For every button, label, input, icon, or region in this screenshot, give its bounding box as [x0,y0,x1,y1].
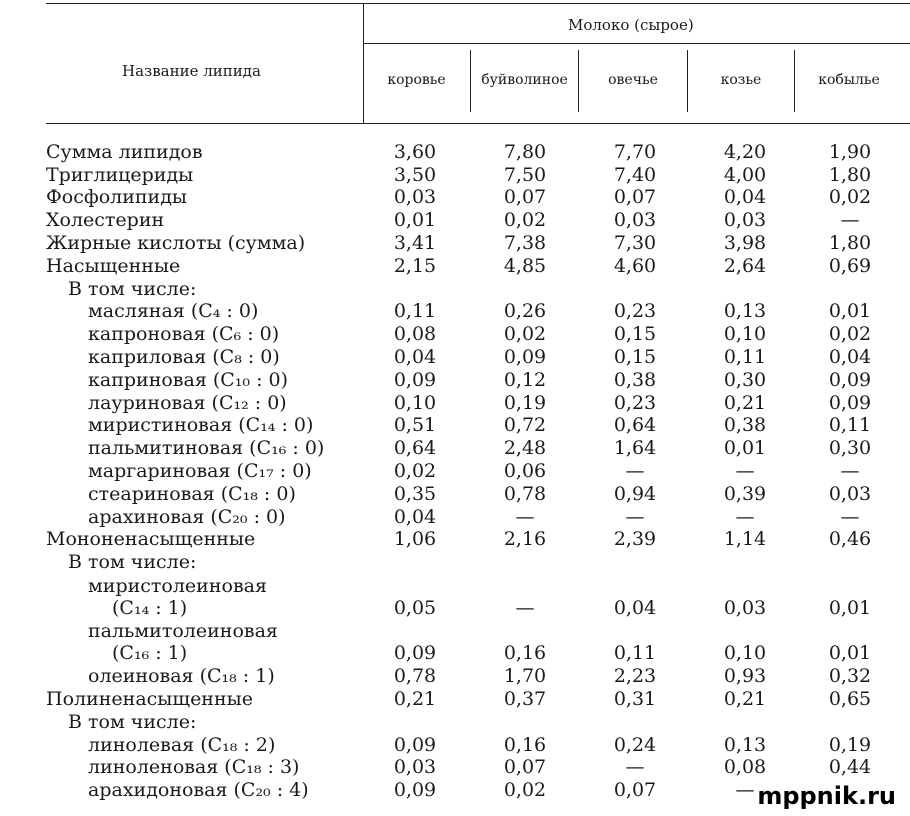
value-cell: 0,12 [503,368,547,391]
lipid-name: линолевая (C₁₈ : 2) [88,733,276,756]
value-cell: 4,20 [723,140,767,163]
value-cell: 1,80 [828,231,872,254]
milk-group-header: Молоко (сырое) [568,16,694,34]
value-cell: 0,31 [613,687,657,710]
value-cell: 0,07 [613,186,657,209]
value-cell: 4,00 [723,163,767,186]
table-row [0,505,910,528]
value-cell: 0,35 [393,482,437,505]
value-cell: 0,08 [723,756,767,779]
value-cell: 0,38 [723,414,767,437]
value-cell: 2,39 [613,528,657,551]
value-cell: 2,23 [613,665,657,688]
table-row [0,459,910,482]
table-row [0,687,910,710]
value-cell: 3,60 [393,140,437,163]
lipid-name: Полиненасыщенные [46,687,254,710]
value-cell: 0,07 [503,756,547,779]
lipid-name: В том числе: [68,710,197,733]
value-cell: 0,78 [393,665,437,688]
table-row [0,573,910,619]
value-cell: 0,09 [828,391,872,414]
lipid-name: олеиновая (C₁₈ : 1) [88,665,275,688]
value-cell: 0,04 [613,596,657,619]
value-cell: 0,01 [393,209,437,232]
lipid-name: пальмитиновая (C₁₆ : 0) [88,437,325,460]
value-cell: 7,30 [613,231,657,254]
value-cell: 0,64 [613,414,657,437]
table-row [0,733,910,756]
value-cell: — [625,756,645,779]
value-cell: 0,26 [503,300,547,323]
table-row [0,322,910,345]
value-cell: 0,03 [613,209,657,232]
table-row [0,186,910,209]
value-cell: 0,39 [723,482,767,505]
value-cell: 0,02 [503,323,547,346]
value-cell: 0,01 [828,596,872,619]
value-cell: 4,60 [613,254,657,277]
value-cell: 2,16 [503,528,547,551]
value-cell: 2,15 [393,254,437,277]
value-cell: 2,48 [503,437,547,460]
value-cell: 0,06 [503,459,547,482]
column-header-mare: кобылье [818,72,880,88]
table-row [0,528,910,551]
value-cell: — [840,459,860,482]
value-cell: 0,02 [393,459,437,482]
lipid-name: масляная (C₄ : 0) [88,300,259,323]
lipid-name: Насыщенные [46,254,181,277]
value-cell: 0,64 [393,437,437,460]
lipid-name: Жирные кислоты (сумма) [46,231,306,254]
lipid-name: В том числе: [68,277,197,300]
lipid-name: маргариновая (C₁₇ : 0) [88,459,312,482]
value-cell: 0,21 [723,687,767,710]
value-cell: 0,13 [723,300,767,323]
table-row [0,277,910,300]
lipid-name: миристолеиновая (C₁₄ : 1) [88,574,267,619]
lipid-name: пальмитолеиновая (C₁₆ : 1) [88,620,278,665]
lipid-name: Сумма липидов [46,140,203,163]
value-cell: 0,78 [503,482,547,505]
column-header-buffalo: буйволиное [481,72,568,88]
value-cell: 0,09 [828,368,872,391]
column-header-sheep: овечье [608,72,658,88]
value-cell: 0,23 [613,391,657,414]
value-cell: — [735,459,755,482]
value-cell: — [625,505,645,528]
lipid-name: стеариновая (C₁₈ : 0) [88,482,296,505]
value-cell: 0,02 [503,209,547,232]
column-header-goat: козье [720,72,762,88]
lipid-name: Фосфолипиды [46,186,188,209]
lipid-name: капроновая (C₆ : 0) [88,323,280,346]
value-cell: 7,80 [503,140,547,163]
table-row [0,756,910,779]
value-cell: 0,11 [828,414,872,437]
table-row [0,414,910,437]
value-cell: 0,15 [613,323,657,346]
table-row [0,710,910,733]
value-cell: 0,16 [503,733,547,756]
lipid-name: Мононенасыщенные [46,528,256,551]
value-cell: 0,03 [723,209,767,232]
lipid-name: линоленовая (C₁₈ : 3) [88,756,300,779]
value-cell: 1,64 [613,437,657,460]
value-cell: 0,23 [613,300,657,323]
value-cell: 0,21 [723,391,767,414]
value-cell: 0,44 [828,756,872,779]
value-cell: — [625,459,645,482]
value-cell: 0,02 [828,186,872,209]
value-cell: — [515,596,535,619]
value-cell: 0,65 [828,687,872,710]
value-cell: 2,64 [723,254,767,277]
value-cell: 0,11 [393,300,437,323]
value-cell: 1,14 [723,528,767,551]
lipid-name: В том числе: [68,551,197,574]
value-cell: — [840,505,860,528]
lipid-name: лауриновая (C₁₂ : 0) [88,391,287,414]
watermark: mppnik.ru [757,782,896,810]
value-cell: 0,19 [828,733,872,756]
value-cell: 0,02 [503,779,547,802]
table-row [0,254,910,277]
table-row [0,482,910,505]
value-cell: 0,09 [393,733,437,756]
value-cell: 0,30 [828,437,872,460]
value-cell: 0,03 [828,482,872,505]
column-divider [363,3,364,123]
lipid-name: миристиновая (C₁₄ : 0) [88,414,314,437]
value-cell: 0,03 [723,596,767,619]
value-cell: 0,46 [828,528,872,551]
table-row [0,163,910,186]
value-cell: 0,16 [503,642,547,665]
value-cell: 0,69 [828,254,872,277]
lipid-name: арахиновая (C₂₀ : 0) [88,505,286,528]
value-cell: 0,02 [828,323,872,346]
value-cell: 0,04 [393,505,437,528]
value-cell: 0,05 [393,596,437,619]
value-cell: 0,09 [393,779,437,802]
value-cell: 4,85 [503,254,547,277]
lipid-name: Холестерин [46,209,165,232]
value-cell: 0,09 [393,368,437,391]
value-cell: 0,24 [613,733,657,756]
value-cell: — [840,209,860,232]
value-cell: — [515,505,535,528]
value-cell: 1,70 [503,665,547,688]
value-cell: 7,50 [503,163,547,186]
value-cell: 3,50 [393,163,437,186]
value-cell: 0,04 [723,186,767,209]
value-cell: 0,19 [503,391,547,414]
value-cell: 3,41 [393,231,437,254]
table-row [0,300,910,323]
lipid-name: каприновая (C₁₀ : 0) [88,368,289,391]
group-rule [363,43,910,44]
value-cell: 0,11 [613,642,657,665]
table-row [0,436,910,459]
value-cell: 0,10 [723,323,767,346]
value-cell: 3,98 [723,231,767,254]
table-row [0,664,910,687]
value-cell: 0,30 [723,368,767,391]
value-cell: 0,07 [613,779,657,802]
value-cell: 0,10 [723,642,767,665]
value-cell: 0,51 [393,414,437,437]
table-row [0,391,910,414]
table-row [0,550,910,573]
value-cell: 0,04 [393,345,437,368]
value-cell: 7,38 [503,231,547,254]
value-cell: 0,72 [503,414,547,437]
value-cell: 0,94 [613,482,657,505]
table-row [0,208,910,231]
value-cell: 1,06 [393,528,437,551]
value-cell: 0,03 [393,186,437,209]
name-column-header: Название липида [122,62,261,80]
value-cell: — [735,505,755,528]
value-cell: 0,11 [723,345,767,368]
value-cell: 7,40 [613,163,657,186]
value-cell: 0,38 [613,368,657,391]
value-cell: 7,70 [613,140,657,163]
value-cell: 0,10 [393,391,437,414]
lipid-name: арахидоновая (C₂₀ : 4) [88,779,309,802]
value-cell: 1,90 [828,140,872,163]
column-header-cow: коровье [387,72,446,88]
value-cell: 0,09 [393,642,437,665]
lipid-name: Триглицериды [46,163,194,186]
value-cell: 0,08 [393,323,437,346]
value-cell: 0,01 [828,300,872,323]
value-cell: 0,32 [828,665,872,688]
top-rule [46,3,910,4]
table-row [0,140,910,163]
header-bottom-rule [46,123,910,124]
table-row [0,231,910,254]
value-cell: 1,80 [828,163,872,186]
lipid-table-body [0,140,910,801]
value-cell: 0,09 [503,345,547,368]
value-cell: 0,07 [503,186,547,209]
value-cell: 0,13 [723,733,767,756]
table-row [0,368,910,391]
value-cell: 0,21 [393,687,437,710]
value-cell: 0,01 [723,437,767,460]
value-cell: — [735,779,755,802]
value-cell: 0,01 [828,642,872,665]
table-row [0,619,910,665]
value-cell: 0,93 [723,665,767,688]
value-cell: 0,15 [613,345,657,368]
value-cell: 0,03 [393,756,437,779]
table-row [0,345,910,368]
value-cell: 0,37 [503,687,547,710]
lipid-name: каприловая (C₈ : 0) [88,345,280,368]
value-cell: 0,04 [828,345,872,368]
